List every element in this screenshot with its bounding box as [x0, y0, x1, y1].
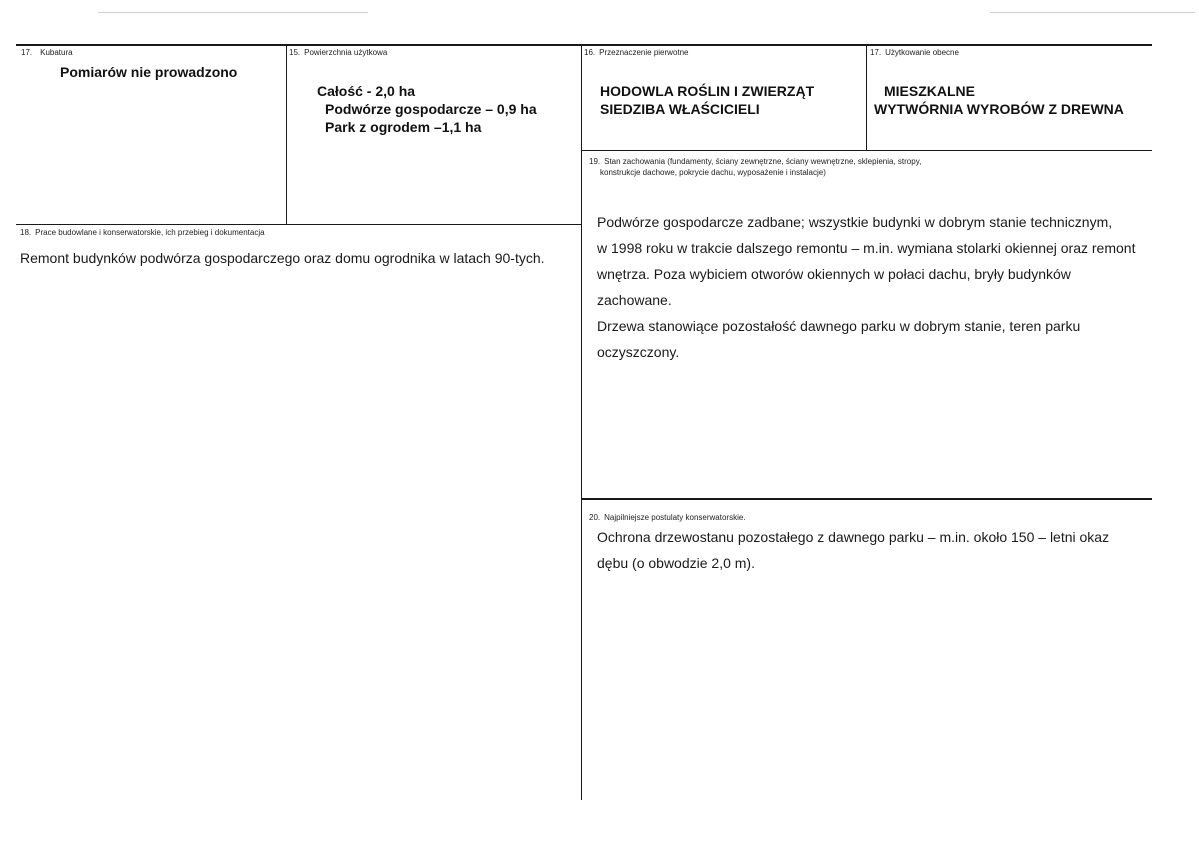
postulaty-text-line: dębu (o obwodzie 2,0 m). — [597, 555, 755, 571]
postulaty-text-line: Ochrona drzewostanu pozostałego z dawnego parku – m.in. około 150 – letni okaz — [597, 529, 1110, 545]
uzytkowanie-line-1: MIESZKALNE — [884, 83, 975, 99]
prace-label — [20, 228, 265, 238]
stan-label-line-1 — [589, 157, 921, 167]
przeznaczenie-label — [584, 48, 689, 58]
przeznaczenie-number: 16. — [584, 48, 596, 57]
powierzchnia-total: Całość - 2,0 ha — [317, 83, 416, 99]
divider-row-prace — [16, 224, 581, 225]
stan-text-line: zachowane. — [597, 292, 672, 308]
kubatura-number: 17. — [21, 48, 33, 57]
powierzchnia-park: Park z ogrodem –1,1 ha — [325, 119, 482, 135]
postulaty-number: 20. — [589, 513, 601, 522]
stan-text-line: wnętrza. Poza wybiciem otworów okiennych w połaci dachu, bryły budynków — [597, 266, 1071, 282]
scan-edge-left — [98, 12, 368, 13]
postulaty-label-text: Najpilniejsze postulaty konserwatorskie. — [604, 513, 746, 522]
stan-text-line: oczyszczony. — [597, 344, 680, 360]
stan-label-line-2: konstrukcje dachowe, pokrycie dachu, wyposażenie i instalacje) — [600, 168, 826, 177]
divider-col-kubatura — [286, 44, 287, 224]
przeznaczenie-line-1: HODOWLA ROŚLIN I ZWIERZĄT — [600, 83, 815, 99]
powierzchnia-label-text: Powierzchnia użytkowa — [304, 48, 388, 57]
kubatura-value: Pomiarów nie prowadzono — [60, 64, 238, 80]
stan-text-line: Drzewa stanowiące pozostałość dawnego parku w dobrym stanie, teren parku — [597, 318, 1081, 334]
top-border — [16, 44, 1152, 46]
przeznaczenie-label-text: Przeznaczenie pierwotne — [599, 48, 689, 57]
divider-col-uzytkowanie — [866, 44, 867, 150]
prace-text-line: Remont budynków podwórza gospodarczego oraz domu ogrodnika w latach 90-tych. — [20, 250, 545, 266]
postulaty-text — [597, 524, 1109, 576]
uzytkowanie-label — [870, 48, 959, 58]
powierzchnia-podworze: Podwórze gospodarcze – 0,9 ha — [325, 101, 537, 117]
prace-label-text: Prace budowlane i konserwatorskie, ich przebieg i dokumentacja — [35, 228, 265, 237]
powierzchnia-number: 15. — [289, 48, 301, 57]
stan-label-text: Stan zachowania (fundamenty, ściany zewnętrzne, ściany wewnętrzne, sklepienia, stropy, — [604, 157, 922, 166]
kubatura-label — [21, 48, 73, 58]
stan-text — [597, 209, 1135, 365]
divider-row-postulaty — [581, 498, 1152, 500]
prace-number: 18. — [20, 228, 32, 237]
stan-text-line: w 1998 roku w trakcie dalszego remontu – m.in. wymiana stolarki okiennej oraz remont — [597, 240, 1136, 256]
divider-row-stan — [581, 150, 1152, 151]
uzytkowanie-number: 17. — [870, 48, 882, 57]
uzytkowanie-label-text: Użytkowanie obecne — [885, 48, 959, 57]
kubatura-label-text: Kubatura — [40, 48, 73, 57]
prace-text — [20, 245, 545, 271]
divider-col-main — [581, 44, 582, 800]
postulaty-label — [589, 513, 746, 523]
stan-number: 19. — [589, 157, 601, 166]
przeznaczenie-line-2: SIEDZIBA WŁAŚCICIELI — [600, 101, 760, 117]
powierzchnia-label — [289, 48, 387, 58]
scan-edge-right — [990, 12, 1195, 13]
stan-text-line: Podwórze gospodarcze zadbane; wszystkie budynki w dobrym stanie technicznym, — [597, 214, 1113, 230]
uzytkowanie-line-2: WYTWÓRNIA WYROBÓW Z DREWNA — [874, 101, 1124, 117]
